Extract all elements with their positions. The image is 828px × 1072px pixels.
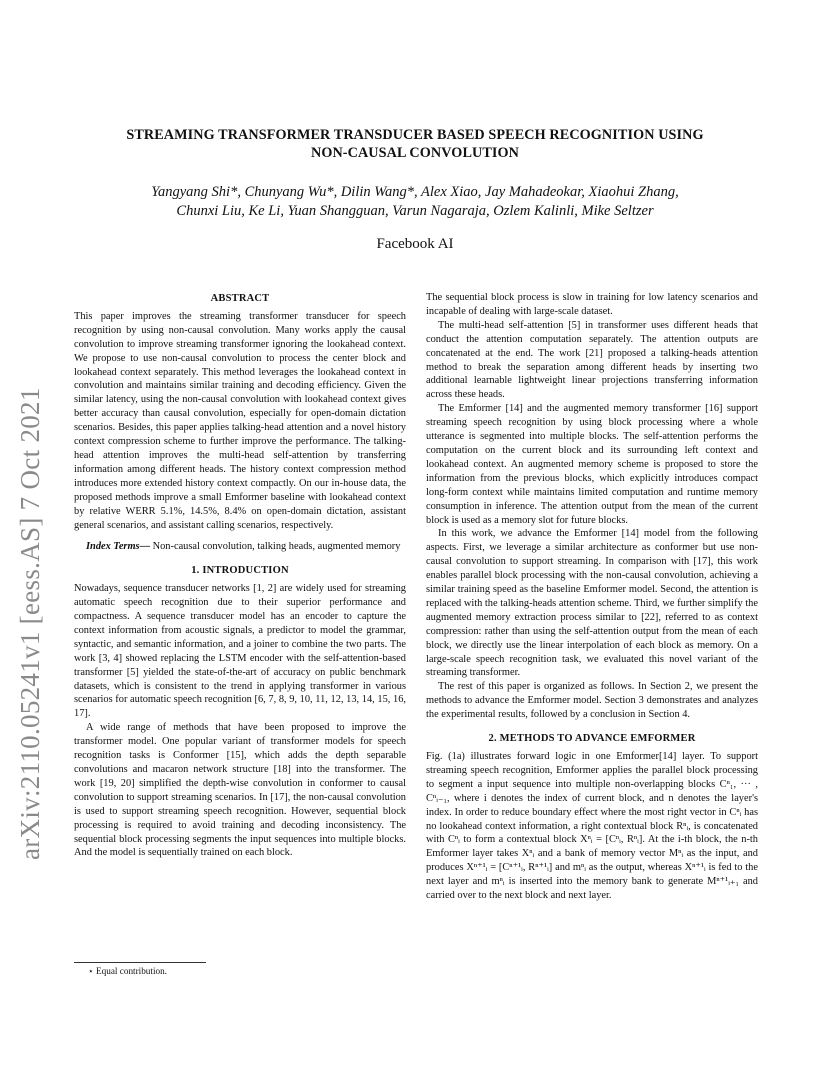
- title-line-1: STREAMING TRANSFORMER TRANSDUCER BASED SPEECH RECOGNITION USING: [126, 127, 704, 143]
- index-terms-label: Index Terms—: [86, 541, 150, 553]
- right-column: [426, 291, 758, 903]
- footnote-divider: [74, 962, 206, 963]
- right-paragraph-1: The multi-head self-attention [5] in transformer uses different heads that conduct the attention computation separately. The attention outputs are concatenated at the end. The work [21] proposed a talking-heads attention method to break the separation among different heads by inserting two additional learnable lightweight linear projections transferring information across these heads.: [426, 319, 758, 401]
- abstract-heading: ABSTRACT: [210, 293, 270, 304]
- affiliation: Facebook AI: [376, 236, 454, 252]
- authors-line-1: Yangyang Shi*, Chunyang Wu*, Dilin Wang*, Alex Xiao, Jay Mahadeokar, Xiaohui Zhang,: [151, 184, 679, 200]
- methods-paragraph-1: Fig. (1a) illustrates forward logic in one Emformer[14] layer. To support streaming speech recognition, Emformer applies the parallel block processing to segment a input sequence into multiple non-overlapping blocks Cⁿ₁, ··· , Cⁿᵢ₋₁, where i denotes the index of current block, and n denotes the layer's index. In order to reduce boundary effect where the most right vector in Cⁿᵢ has no lookahead context information, a right contextual block Rⁿᵢ, is concatenated with Cⁿᵢ to form a contextual block Xⁿᵢ = [Cⁿᵢ, Rⁿᵢ]. At the i-th block, the n-th Emformer layer takes Xⁿᵢ and a bank of memory vector Mⁿᵢ as the input, and produces Xⁿ⁺¹ᵢ = [Cⁿ⁺¹ᵢ, Rⁿ⁺¹ᵢ] and mⁿᵢ as the output, whereas Xⁿ⁺¹ᵢ is fed to the next layer and mⁿᵢ is inserted into the memory bank to generate Mⁿ⁺¹ᵢ₊₁ and carried over to the next block and next layer.: [426, 751, 758, 902]
- arxiv-identifier: arXiv:2110.05241v1 [eess.AS] 7 Oct 2021: [15, 387, 45, 860]
- index-terms: [74, 540, 406, 554]
- intro-paragraph-1: Nowadays, sequence transducer networks [1, 2] are widely used for streaming automatic speech recognition due to their superior performance and compactness. A sequence transducer model has an encoder to capture the context information from acoustic signals, a predictor to model the grammar, syntactic, and semantic information, and a joiner to combine the two parts. The work [3, 4] showed replacing the LSTM encoder with the self-attention-based transformer [5] yielded the state-of-the-art of accuracy on public benchmark datasets, which is consistent to the trend in applying transformer in various scenarios for automatic speech recognition [6, 7, 8, 9, 10, 11, 12, 13, 14, 15, 16, 17].: [74, 583, 406, 720]
- right-paragraph-3: In this work, we advance the Emformer [14] model from the following aspects. First, we leverage a similar architecture as conformer but use non-causal convolution to support streaming. In comparison with [17], this work enables parallel block processing with the non-causal convolution, achieving a similar training speed as the baseline Emformer model. Second, the attention is replaced with the talking-heads attention scheme. Third, we further simplify the augmented memory extraction process similar to [22], referred to as context compression: rather than using the self-attention output from the mean of each block, we directly use the linear interpolation of each block as memory. On a large-scale speech recognition task, we evaluated this novel variant of the streaming transformer.: [426, 528, 758, 679]
- right-paragraph-2: The Emformer [14] and the augmented memory transformer [16] support streaming speech recognition by using block processing where a whole utterance is segmented into multiple blocks. The self-attention performs the computation on the current block and its surrounding left context and lookahead context. An augmented memory scheme is proposed to store the information from the previous blocks, which explicitly introduces compact long-form context while maintains limited computation and runtime memory consumption in inference. The attention output from the mean of the current block is used as a memory slot for future blocks.: [426, 403, 758, 526]
- title-line-2: NON-CAUSAL CONVOLUTION: [310, 145, 520, 161]
- intro-paragraph-2: A wide range of methods that have been proposed to improve the transformer model. One popular variant of transformer models for speech recognition tasks is Conformer [15], which adds the depth separable convolutions and macaron network structure [18] into the transformer. The work [19, 20] simplified the depth-wise convolution in conformer to causal convolution to support streaming scenarios. In [17], the non-causal convolution is used to support streaming speech recognition. However, sequential block processing is required to avoid training and decoding inconsistency. The sequential block processing segments the input sequences into multiple blocks. And the model is sequentially trained on each block.: [74, 722, 406, 859]
- footnote: ⋆ Equal contribution.: [88, 966, 167, 976]
- abstract-text: This paper improves the streaming transformer transducer for speech recognition by using non-causal convolution. Many works apply the causal convolution to improve streaming transformer ignoring the lookahead context. We propose to use non-causal convolution to process the center block and lookahead context separately. This method leverages the lookahead context in convolution and maintains similar training and decoding efficiency. Given the similar latency, using the non-causal convolution with lookahead context gives better accuracy than causal convolution, especially for open-domain dictation scenarios. Besides, this paper applies talking-head attention and a novel history context compression scheme to further improve the performance. The talking-head attention improves the multi-head self-attention by transferring information among different heads. The history context compression method introduces more extended history context compactly. On our in-house data, the proposed methods improve a small Emformer baseline with lookahead context by relative WERR 5.1%, 14.5%, 8.4% on open-domain dictation, assistant general scenarios, and assistant calling scenarios, respectively.: [74, 310, 406, 531]
- authors-line-2: Chunxi Liu, Ke Li, Yuan Shangguan, Varun Nagaraja, Ozlem Kalinli, Mike Seltzer: [176, 203, 654, 219]
- index-terms-text: Non-causal convolution, talking heads, augmented memory: [150, 541, 401, 553]
- methods-heading: 2. METHODS TO ADVANCE EMFORMER: [488, 733, 696, 745]
- right-paragraph-4: The rest of this paper is organized as follows. In Section 2, we present the methods to advance the Emformer model. Section 3 demonstrates and analyzes the experimental results, followed by a conclusion in Section 4.: [426, 681, 758, 721]
- paper-title: [70, 126, 760, 162]
- right-paragraph-0: The sequential block process is slow in training for low latency scenarios and incapable of dealing with large-scale dataset.: [426, 292, 758, 317]
- intro-heading: 1. INTRODUCTION: [191, 565, 289, 577]
- author-list: [90, 183, 740, 221]
- left-column: [74, 290, 406, 860]
